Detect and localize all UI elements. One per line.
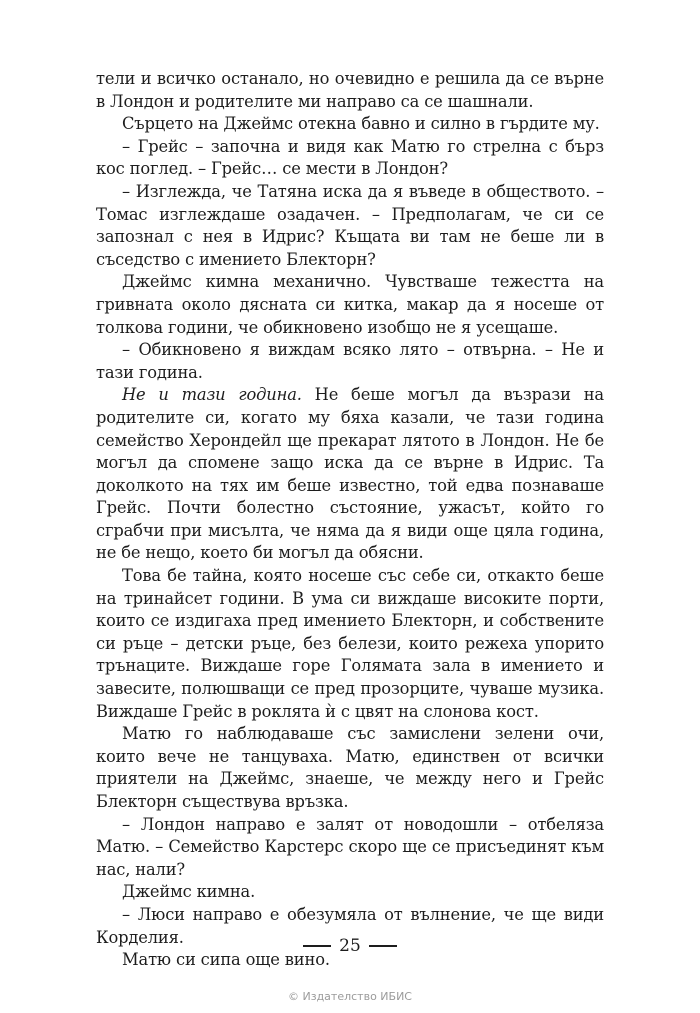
publisher-footer: © Издателство ИБИС: [288, 990, 412, 1003]
paragraph: – Обикновено я виждам всяко лято – отвърна. – Не и тази година.: [96, 340, 604, 382]
paragraph: Матю го наблюдаваше със замислени зелени очи, които вече не танцуваха. Матю, единствен от всички приятели на Джеймс, знаеше, че между него и Грейс Блекторн съществува връзка.: [96, 724, 604, 811]
paragraph: Това бе тайна, която носеше със себе си, откакто беше на тринайсет години. В ума си виждаше високите порти, които се издигаха пред имението Блекторн, и собствените си ръце – детски ръце, без белези, които режеха упорито трънаците. Виждаше горе Голямата зала в имението и завесите, полюшващи се пред прозорците, чуваше музика. Виждаше Грейс в роклята ѝ с цвят на слонова кост.: [96, 566, 604, 721]
page-number-row: [0, 936, 700, 956]
paragraph: – Изглежда, че Татяна иска да я въведе в обществото. – Томас изглеждаше озадачен. – Предполагам, че си се запознал с нея в Идрис? Къщата ви там не беше ли в съседство с имението Блекторн?: [96, 181, 604, 269]
page-body-text: [96, 68, 604, 972]
paragraph: – Люси направо е обезумяла от вълнение, че ще види Корделия.: [96, 904, 604, 947]
paragraph: Джеймс кимна механично. Чувстваше тежестта на гривната около дясната си китка, макар да я носеше от толкова години, че обикновено изобщо не я усещаше.: [96, 272, 604, 337]
paragraph: – Лондон направо е залят от новодошли – отбеляза Матю. – Семейство Карстерс скоро ще се присъединят към нас, нали?: [96, 814, 604, 879]
paragraph: Джеймс кимна.: [122, 882, 256, 902]
paragraph: Сърцето на Джеймс отекна бавно и силно в гърдите му.: [122, 114, 600, 134]
italic-phrase: Не и тази година.: [122, 385, 302, 405]
paragraph: тели и всичко останало, но очевидно е решила да се върне в Лондон и родителите ми направо са се шашнали.: [96, 69, 604, 111]
paragraph-text: Не беше могъл да възрази на родителите си, когато му бяха казали, че тази година семейство Херондейл ще прекарат лятото в Лондон. Не бе могъл да спомене защо иска да се върне в Идрис. Та доколкото на тях им беше известно, той едва познаваше Грейс. Почти болестно състояние, ужасът, който го сграбчи при мисълта, че няма да я види още цяла година, не бе нещо, което би могъл да обясни.: [96, 385, 604, 563]
page-number: 25: [339, 936, 361, 956]
right-ornament-dash: [369, 945, 397, 947]
left-ornament-dash: [303, 945, 331, 947]
paragraph: Матю си сипа още вино.: [122, 950, 330, 970]
paragraph: [96, 384, 604, 565]
paragraph: – Грейс – започна и видя как Матю го стрелна с бърз кос поглед. – Грейс… се мести в Лондон?: [96, 136, 604, 179]
